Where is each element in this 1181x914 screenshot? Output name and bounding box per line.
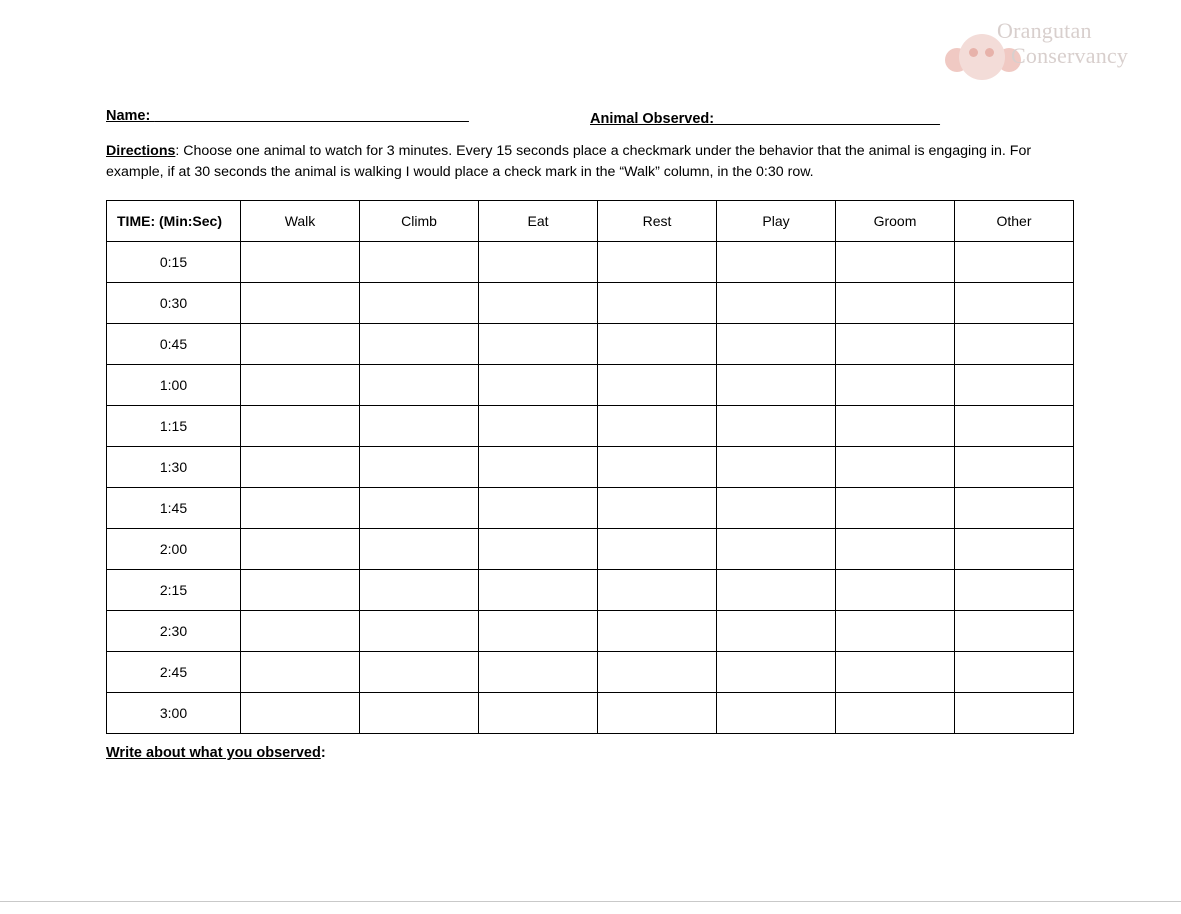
checkbox-cell[interactable] <box>955 447 1074 488</box>
checkbox-cell[interactable] <box>836 283 955 324</box>
table-header <box>107 201 1074 242</box>
checkbox-cell[interactable] <box>241 324 360 365</box>
checkbox-cell[interactable] <box>360 529 479 570</box>
animal-observed-field[interactable] <box>590 111 940 127</box>
page-bottom-divider <box>0 901 1181 902</box>
checkbox-cell[interactable] <box>836 693 955 734</box>
checkbox-cell[interactable] <box>241 365 360 406</box>
table-row <box>107 529 1074 570</box>
checkbox-cell[interactable] <box>598 611 717 652</box>
time-label: 3:00 <box>107 693 241 734</box>
checkbox-cell[interactable] <box>241 406 360 447</box>
checkbox-cell[interactable] <box>479 324 598 365</box>
checkbox-cell[interactable] <box>717 611 836 652</box>
checkbox-cell[interactable] <box>955 611 1074 652</box>
checkbox-cell[interactable] <box>955 242 1074 283</box>
checkbox-cell[interactable] <box>479 652 598 693</box>
column-header-walk: Walk <box>241 201 360 242</box>
logo-wordmark <box>997 18 1128 69</box>
column-header-other: Other <box>955 201 1074 242</box>
checkbox-cell[interactable] <box>717 406 836 447</box>
checkbox-cell[interactable] <box>479 529 598 570</box>
checkbox-cell[interactable] <box>360 693 479 734</box>
checkbox-cell[interactable] <box>955 406 1074 447</box>
checkbox-cell[interactable] <box>479 488 598 529</box>
table-row <box>107 447 1074 488</box>
column-header-eat: Eat <box>479 201 598 242</box>
column-header-climb: Climb <box>360 201 479 242</box>
checkbox-cell[interactable] <box>479 611 598 652</box>
checkbox-cell[interactable] <box>836 611 955 652</box>
checkbox-cell[interactable] <box>717 447 836 488</box>
checkbox-cell[interactable] <box>955 488 1074 529</box>
table-row <box>107 324 1074 365</box>
checkbox-cell[interactable] <box>360 447 479 488</box>
checkbox-cell[interactable] <box>360 652 479 693</box>
directions-paragraph <box>106 141 1066 182</box>
checkbox-cell[interactable] <box>360 365 479 406</box>
checkbox-cell[interactable] <box>598 447 717 488</box>
checkbox-cell[interactable] <box>241 693 360 734</box>
checkbox-cell[interactable] <box>717 283 836 324</box>
checkbox-cell[interactable] <box>598 529 717 570</box>
directions-text: Choose one animal to watch for 3 minutes. Every 15 seconds place a checkmark under the behavior that the animal is engaging in. For example, if at 30 seconds the animal is walking I would place a check mark in the “Walk” column, in the 0:30 row. <box>106 143 1032 180</box>
header-fields <box>106 108 1086 130</box>
checkbox-cell[interactable] <box>479 447 598 488</box>
checkbox-cell[interactable] <box>241 652 360 693</box>
eye-right-shape <box>985 48 994 57</box>
checkbox-cell[interactable] <box>717 488 836 529</box>
checkbox-cell[interactable] <box>241 611 360 652</box>
checkbox-cell[interactable] <box>598 652 717 693</box>
checkbox-cell[interactable] <box>717 529 836 570</box>
checkbox-cell[interactable] <box>598 365 717 406</box>
checkbox-cell[interactable] <box>955 324 1074 365</box>
table-row <box>107 242 1074 283</box>
checkbox-cell[interactable] <box>836 652 955 693</box>
checkbox-cell[interactable] <box>241 529 360 570</box>
checkbox-cell[interactable] <box>598 242 717 283</box>
orangutan-conservancy-logo <box>943 8 1163 88</box>
checkbox-cell[interactable] <box>717 365 836 406</box>
logo-line-2: Conservancy <box>1011 43 1129 69</box>
table-row <box>107 406 1074 447</box>
checkbox-cell[interactable] <box>241 570 360 611</box>
column-header-groom: Groom <box>836 201 955 242</box>
time-label: 2:15 <box>107 570 241 611</box>
checkbox-cell[interactable] <box>955 529 1074 570</box>
table-row <box>107 570 1074 611</box>
checkbox-cell[interactable] <box>241 488 360 529</box>
checkbox-cell[interactable] <box>598 283 717 324</box>
checkbox-cell[interactable] <box>360 324 479 365</box>
checkbox-cell[interactable] <box>717 324 836 365</box>
time-label: 0:45 <box>107 324 241 365</box>
table-row <box>107 693 1074 734</box>
checkbox-cell[interactable] <box>836 242 955 283</box>
checkbox-cell[interactable] <box>836 406 955 447</box>
checkbox-cell[interactable] <box>598 324 717 365</box>
checkbox-cell[interactable] <box>360 406 479 447</box>
checkbox-cell[interactable] <box>360 283 479 324</box>
checkbox-cell[interactable] <box>598 693 717 734</box>
name-field[interactable] <box>106 108 469 124</box>
checkbox-cell[interactable] <box>360 488 479 529</box>
table-row <box>107 488 1074 529</box>
checkbox-cell[interactable] <box>241 283 360 324</box>
time-label: 1:45 <box>107 488 241 529</box>
name-blank-line[interactable]: _______________________________________ <box>154 108 469 124</box>
time-label: 2:00 <box>107 529 241 570</box>
checkbox-cell[interactable] <box>598 570 717 611</box>
time-label: 0:30 <box>107 283 241 324</box>
checkbox-cell[interactable] <box>360 570 479 611</box>
checkbox-cell[interactable] <box>479 365 598 406</box>
checkbox-cell[interactable] <box>955 693 1074 734</box>
checkbox-cell[interactable] <box>598 406 717 447</box>
time-label: 1:30 <box>107 447 241 488</box>
write-about-label: Write about what you observed <box>106 745 321 761</box>
table-header-row <box>107 201 1074 242</box>
checkbox-cell[interactable] <box>955 652 1074 693</box>
checkbox-cell[interactable] <box>836 365 955 406</box>
checkbox-cell[interactable] <box>479 693 598 734</box>
animal-observed-label: Animal Observed: <box>590 111 715 127</box>
table-row <box>107 283 1074 324</box>
logo-line-1: Orangutan <box>997 18 1092 43</box>
checkbox-cell[interactable] <box>836 529 955 570</box>
table-body <box>107 242 1074 734</box>
eye-left-shape <box>969 48 978 57</box>
time-label: 0:15 <box>107 242 241 283</box>
checkbox-cell[interactable] <box>955 365 1074 406</box>
column-header-play: Play <box>717 201 836 242</box>
checkbox-cell[interactable] <box>836 488 955 529</box>
table-row <box>107 611 1074 652</box>
checkbox-cell[interactable] <box>479 570 598 611</box>
column-header-rest: Rest <box>598 201 717 242</box>
time-label: 2:45 <box>107 652 241 693</box>
checkbox-cell[interactable] <box>955 283 1074 324</box>
directions-colon: : <box>175 143 184 159</box>
directions-label: Directions <box>106 143 176 159</box>
checkbox-cell[interactable] <box>479 283 598 324</box>
checkbox-cell[interactable] <box>717 693 836 734</box>
checkbox-cell[interactable] <box>241 242 360 283</box>
time-label: 1:15 <box>107 406 241 447</box>
write-about-colon: : <box>320 745 326 761</box>
write-about-prompt <box>106 745 326 761</box>
checkbox-cell[interactable] <box>360 611 479 652</box>
checkbox-cell[interactable] <box>836 570 955 611</box>
table-row <box>107 365 1074 406</box>
checkbox-cell[interactable] <box>479 242 598 283</box>
checkbox-cell[interactable] <box>479 406 598 447</box>
checkbox-cell[interactable] <box>241 447 360 488</box>
checkbox-cell[interactable] <box>955 570 1074 611</box>
name-label: Name: <box>106 108 155 124</box>
observation-table <box>106 200 1074 734</box>
checkbox-cell[interactable] <box>717 242 836 283</box>
checkbox-cell[interactable] <box>598 488 717 529</box>
column-header-time: TIME: (Min:Sec) <box>107 201 241 242</box>
table-row <box>107 652 1074 693</box>
checkbox-cell[interactable] <box>836 447 955 488</box>
time-label: 1:00 <box>107 365 241 406</box>
checkbox-cell[interactable] <box>717 652 836 693</box>
checkbox-cell[interactable] <box>836 324 955 365</box>
checkbox-cell[interactable] <box>360 242 479 283</box>
checkbox-cell[interactable] <box>717 570 836 611</box>
animal-observed-blank-line[interactable]: ____________________________ <box>714 111 940 127</box>
time-label: 2:30 <box>107 611 241 652</box>
